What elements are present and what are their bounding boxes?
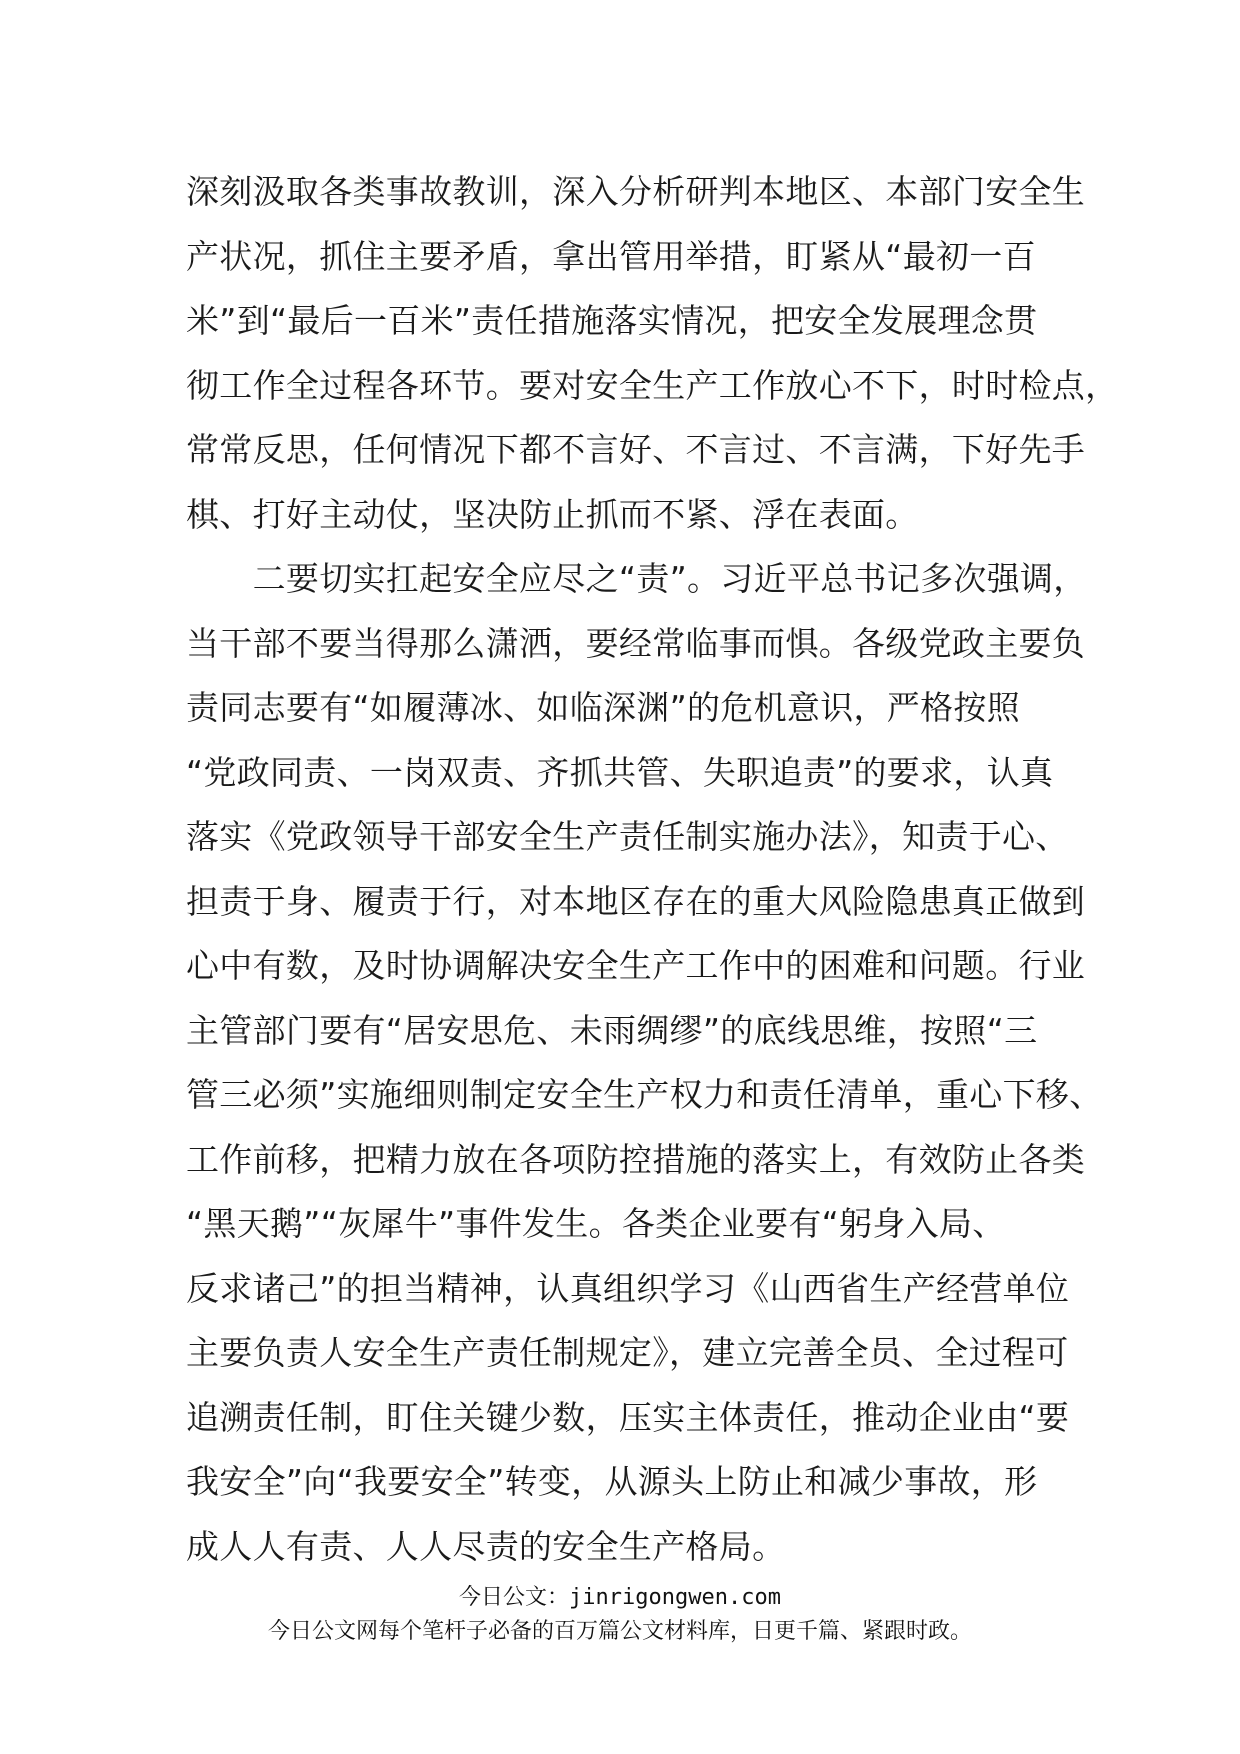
footer-site-label: 今日公文： [459,1585,570,1610]
footer-site-link[interactable]: jinrigongwen.com [569,1585,781,1610]
document-body [186,160,1119,1579]
footer-site [0,1580,1240,1611]
text-line: 米”到“最后一百米”责任措施落实情况，把安全发展理念贯 [186,301,1038,340]
text-line: 主管部门要有“居安思危、未雨绸缪”的底线思维，按照“三 [186,1010,1038,1050]
text-line: 二要切实扛起安全应尽之“责”。习近平总书记多次强调， [186,559,1087,598]
text-line: 我安全”向“我要安全”转变，从源头上防止和减少事故，形 [186,1462,1038,1501]
text-line: 心中有数，及时协调解决安全生产工作中的困难和问题。行业 [186,946,1086,985]
text-line: “党政同责、一岗双责、齐抓共管、失职追责”的要求，认真 [186,752,1054,792]
text-line: 落实《党政领导干部安全生产责任制实施办法》，知责于心、 [186,817,1069,856]
text-line: “黑天鹅”“灰犀牛”事件发生。各类企业要有“躬身入局、 [186,1204,1006,1243]
text-line: 主要负责人安全生产责任制规定》，建立完善全员、全过程可 [186,1333,1069,1372]
text-line: 成人人有责、人人尽责的安全生产格局。 [186,1526,786,1566]
text-line: 反求诸己”的担当精神，认真组织学习《山西省生产经营单位 [186,1268,1070,1308]
text-line: 追溯责任制，盯住关键少数，压实主体责任，推动企业由“要 [186,1397,1070,1437]
text-line: 管三必须”实施细则制定安全生产权力和责任清单，重心下移、 [186,1075,1103,1114]
text-line: 工作前移，把精力放在各项防控措施的落实上，有效防止各类 [186,1139,1086,1179]
text-line: 担责于身、履责于行，对本地区存在的重大风险隐患真正做到 [186,881,1086,921]
footer-slogan: 今日公文网每个笔杆子必备的百万篇公文材料库，日更千篇、紧跟时政。 [267,1619,972,1644]
text-line: 常常反思，任何情况下都不言好、不言过、不言满，下好先手 [186,430,1086,469]
text-line: 深刻汲取各类事故教训，深入分析研判本地区、本部门安全生 [186,172,1086,211]
text-line: 棋、打好主动仗，坚决防止抓而不紧、浮在表面。 [186,494,919,534]
text-line: 责同志要有“如履薄冰、如临深渊”的危机意识，严格按照 [186,688,1020,727]
text-line: 当干部不要当得那么潇洒，要经常临事而惧。各级党政主要负 [186,623,1086,663]
text-line: 彻工作全过程各环节。要对安全生产工作放心不下，时时检点， [186,365,1119,405]
text-line: 产状况，抓住主要矛盾，拿出管用举措，盯紧从“最初一百 [186,236,1036,276]
